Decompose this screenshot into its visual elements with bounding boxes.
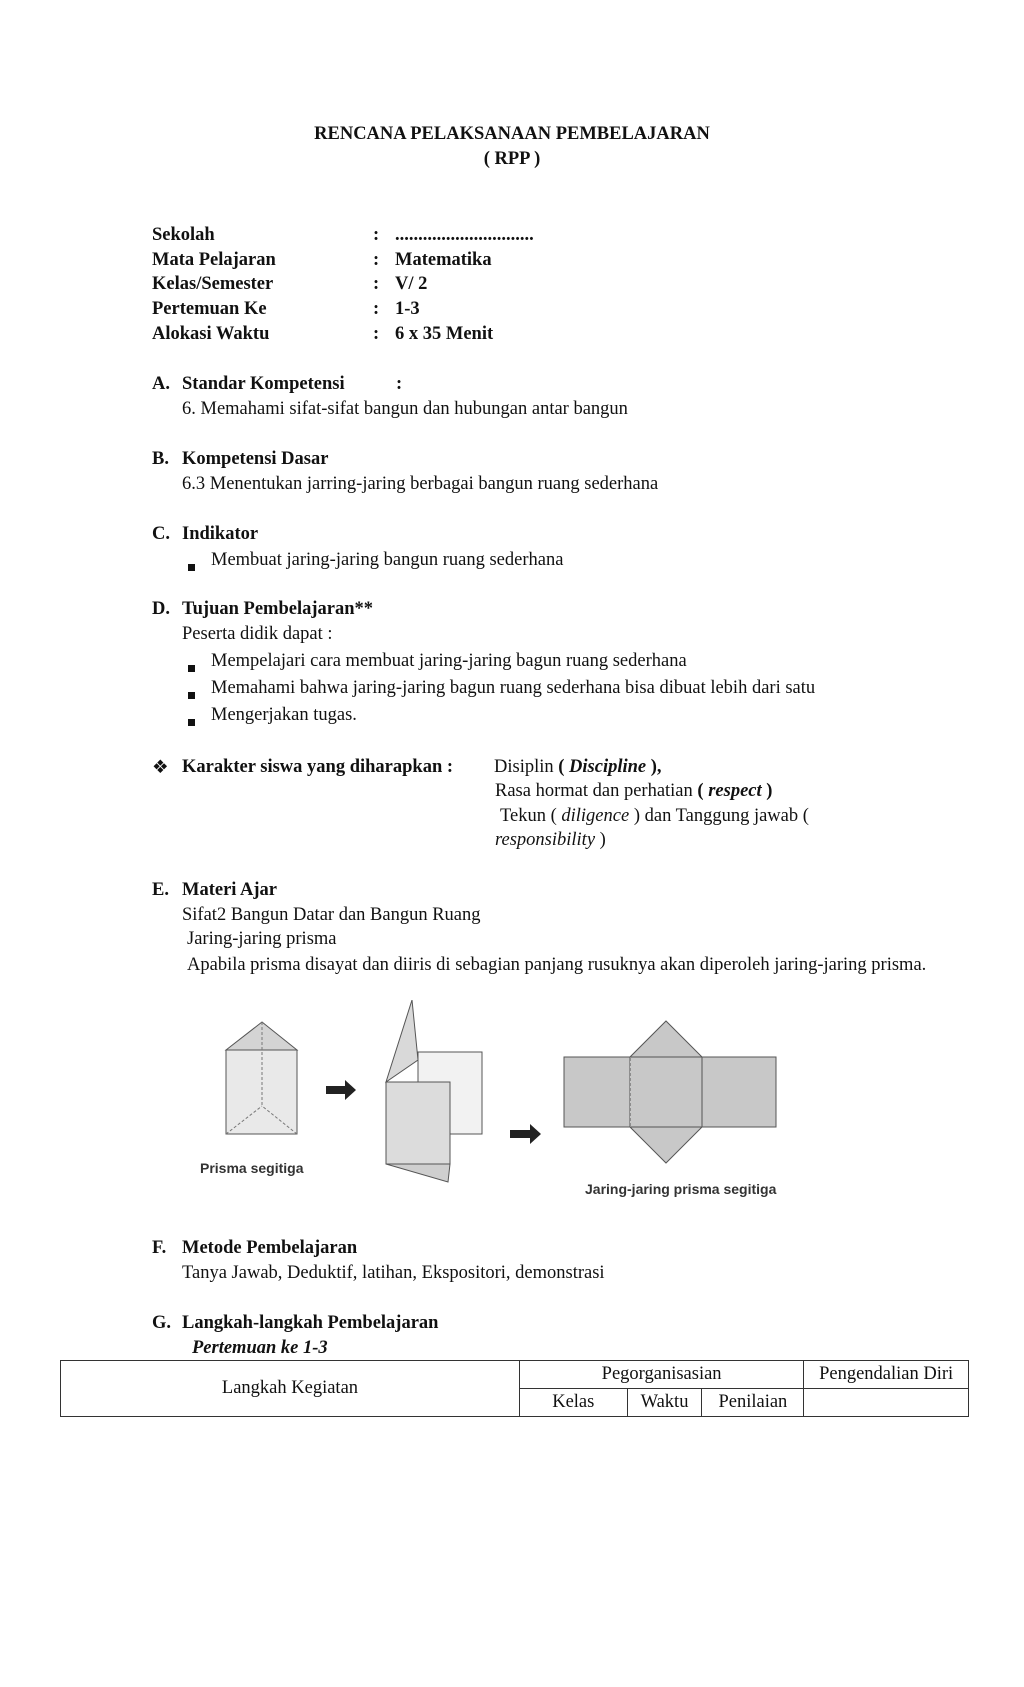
- section-letter: A.: [152, 374, 170, 394]
- identity-colon: :: [373, 324, 380, 344]
- page-subtitle: ( RPP ): [483, 149, 541, 169]
- karakter-line-2: [495, 781, 772, 802]
- karakter-text: ),: [646, 757, 662, 777]
- table-subheader-waktu: Waktu: [627, 1389, 702, 1417]
- figure-caption: Prisma segitiga: [200, 1160, 304, 1176]
- identity-value: ..............................: [395, 225, 534, 245]
- section-letter: B.: [152, 449, 169, 469]
- prism-icon: [226, 1022, 297, 1134]
- identity-label: Kelas/Semester: [152, 274, 274, 294]
- unfolding-prism-icon: [386, 1000, 482, 1182]
- bullet-icon: [188, 684, 195, 705]
- table-cell-empty: [804, 1389, 969, 1417]
- materi-paragraph: Apabila prisma disayat dan diiris di sebagian panjang rusuknya akan diperoleh jaring-jaring prisma.: [187, 955, 927, 975]
- identity-colon: :: [373, 225, 380, 245]
- prism-net-icon: [564, 1021, 776, 1163]
- section-title: Standar Kompetensi: [182, 374, 345, 394]
- bullet-icon: [188, 556, 195, 577]
- karakter-text: diligence: [561, 806, 630, 826]
- identity-label: Pertemuan Ke: [152, 299, 267, 319]
- karakter-text: Discipline: [569, 757, 647, 777]
- arrow-right-icon: [326, 1080, 356, 1100]
- section-letter: F.: [152, 1238, 167, 1258]
- page-title: RENCANA PELAKSANAAN PEMBELAJARAN: [314, 124, 710, 144]
- karakter-text: ): [761, 781, 773, 801]
- identity-value: 1-3: [395, 299, 420, 319]
- diamond-bullet-icon: ❖: [152, 758, 169, 778]
- table-subheader-penilaian: Penilaian: [702, 1389, 804, 1417]
- section-item: Tanya Jawab, Deduktif, latihan, Ekspositori, demonstrasi: [182, 1263, 605, 1283]
- table-header-pengorganisasian: Pegorganisasian: [519, 1361, 803, 1389]
- identity-colon: :: [373, 250, 380, 270]
- table-subheader-kelas: Kelas: [519, 1389, 627, 1417]
- bullet-text: Mempelajari cara membuat jaring-jaring bagun ruang sederhana: [211, 651, 687, 671]
- karakter-line-1: [494, 757, 662, 778]
- bullet-icon: [188, 711, 195, 732]
- karakter-text: ) dan Tanggung jawab (: [629, 806, 809, 826]
- identity-label: Mata Pelajaran: [152, 250, 276, 270]
- table-header-pengendalian: Pengendalian Diri: [804, 1361, 969, 1389]
- identity-value: Matematika: [395, 250, 492, 270]
- karakter-text: (: [558, 757, 570, 777]
- section-title: Tujuan Pembelajaran**: [182, 599, 374, 619]
- bullet-text: Memahami bahwa jaring-jaring bagun ruang sederhana bisa dibuat lebih dari satu: [211, 678, 816, 698]
- section-title: Metode Pembelajaran: [182, 1238, 358, 1258]
- materi-line: Jaring-jaring prisma: [187, 929, 337, 949]
- table-header-langkah: Langkah Kegiatan: [61, 1361, 520, 1417]
- bullet-text: Membuat jaring-jaring bangun ruang sederhana: [211, 550, 564, 570]
- section-title: Langkah-langkah Pembelajaran: [182, 1313, 439, 1333]
- karakter-text: Rasa hormat dan perhatian: [495, 781, 698, 801]
- karakter-line-3: [500, 806, 809, 827]
- section-item: 6.3 Menentukan jarring-jaring berbagai bangun ruang sederhana: [182, 474, 659, 494]
- bullet-icon: [188, 657, 195, 678]
- karakter-label: Karakter siswa yang diharapkan :: [182, 757, 454, 777]
- identity-colon: :: [373, 299, 380, 319]
- section-letter: G.: [152, 1313, 172, 1333]
- figure-caption: Jaring-jaring prisma segitiga: [585, 1181, 777, 1197]
- section-title: Kompetensi Dasar: [182, 449, 329, 469]
- karakter-text: (: [697, 781, 709, 801]
- section-subtitle: Pertemuan ke 1-3: [192, 1338, 328, 1358]
- section-letter: C.: [152, 524, 170, 544]
- section-letter: E.: [152, 880, 169, 900]
- identity-label: Sekolah: [152, 225, 215, 245]
- materi-line: Sifat2 Bangun Datar dan Bangun Ruang: [182, 905, 481, 925]
- karakter-text: Disiplin: [494, 757, 559, 777]
- bullet-text: Mengerjakan tugas.: [211, 705, 357, 725]
- karakter-text: respect: [708, 781, 762, 801]
- section-item: 6. Memahami sifat-sifat bangun dan hubungan antar bangun: [182, 399, 628, 419]
- identity-colon: :: [373, 274, 380, 294]
- identity-label: Alokasi Waktu: [152, 324, 270, 344]
- steps-table: [60, 1360, 969, 1417]
- karakter-line-4: [495, 830, 606, 851]
- section-intro: Peserta didik dapat :: [182, 624, 333, 644]
- section-colon: :: [396, 374, 403, 394]
- section-title: Indikator: [182, 524, 259, 544]
- karakter-text: responsibility: [495, 830, 596, 850]
- section-letter: D.: [152, 599, 170, 619]
- identity-value: V/ 2: [395, 274, 428, 294]
- section-title: Materi Ajar: [182, 880, 278, 900]
- karakter-text: Tekun (: [500, 806, 562, 826]
- arrow-right-icon: [510, 1124, 541, 1144]
- karakter-text: ): [595, 830, 606, 850]
- identity-value: 6 x 35 Menit: [395, 324, 494, 344]
